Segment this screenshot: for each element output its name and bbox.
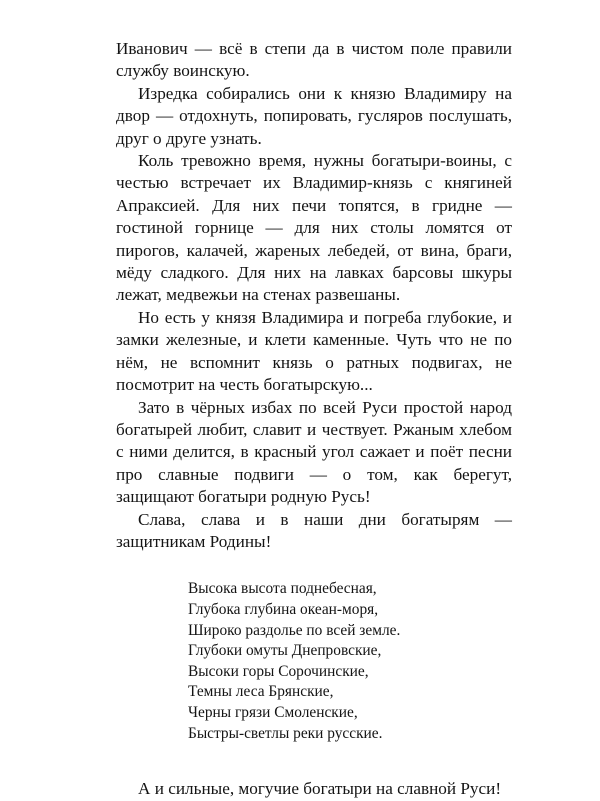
paragraph-3: Коль тревожно время, нужны богатыри-воины, с честью встречает их Владимир-князь с княгиней Апраксией. Для них печи топятся, в гриднe — гостиной горнице — для них столы ломятся от пирогов, калачей, жареных лебедей, от вина, браги, мёду сладкого. Для них на лавках барсовы шкуры лежат, медвежьи на стенах развешаны. [116, 151, 512, 305]
verse-line: Высока высота поднебесная, [188, 580, 377, 598]
verse-line: Глубока глубина океан-моря, [188, 600, 379, 618]
paragraph-6: Слава, слава и в наши дни богатырям — защитникам Родины! [116, 509, 512, 551]
verse-line: Широко раздолье по всей земле. [188, 621, 401, 639]
paragraph-2: Изредка собирались они к князю Владимиру на двор — отдохнуть, попировать, гусляров послушать, друг о друге узнать. [116, 83, 512, 148]
verse-line: Быстры-светлы реки русские. [188, 724, 383, 742]
paragraph-4: Но есть у князя Владимира и погреба глубокие, и замки железные, и клети каменные. Чуть что не по нём, не вспомнит князь о ратных подвигах, не посмотрит на честь богатырскую... [116, 307, 512, 395]
verse-line: Черны грязи Смоленские, [188, 703, 358, 721]
page-content [116, 38, 512, 801]
paragraph-5: Зато в чёрных избах по всей Руси простой народ богатырей любит, славит и чествует. Ржаным хлебом с ними делится, в красный угол сажает и поёт песни про славные подвиги — о том, как берегут, защищают богатыри родную Русь! [116, 397, 512, 507]
verse-line: Темны леса Брянские, [188, 683, 334, 701]
verse-line: Глубоки омуты Днепровские, [188, 642, 382, 660]
closing-paragraph: А и сильные, могучие богатыри на славной Руси! [138, 779, 502, 799]
verse-block [188, 579, 512, 744]
paragraph-1: Иванович — всё в степи да в чистом поле правили службу воинскую. [116, 39, 512, 81]
verse-line: Высоки горы Сорочинские, [188, 662, 369, 680]
